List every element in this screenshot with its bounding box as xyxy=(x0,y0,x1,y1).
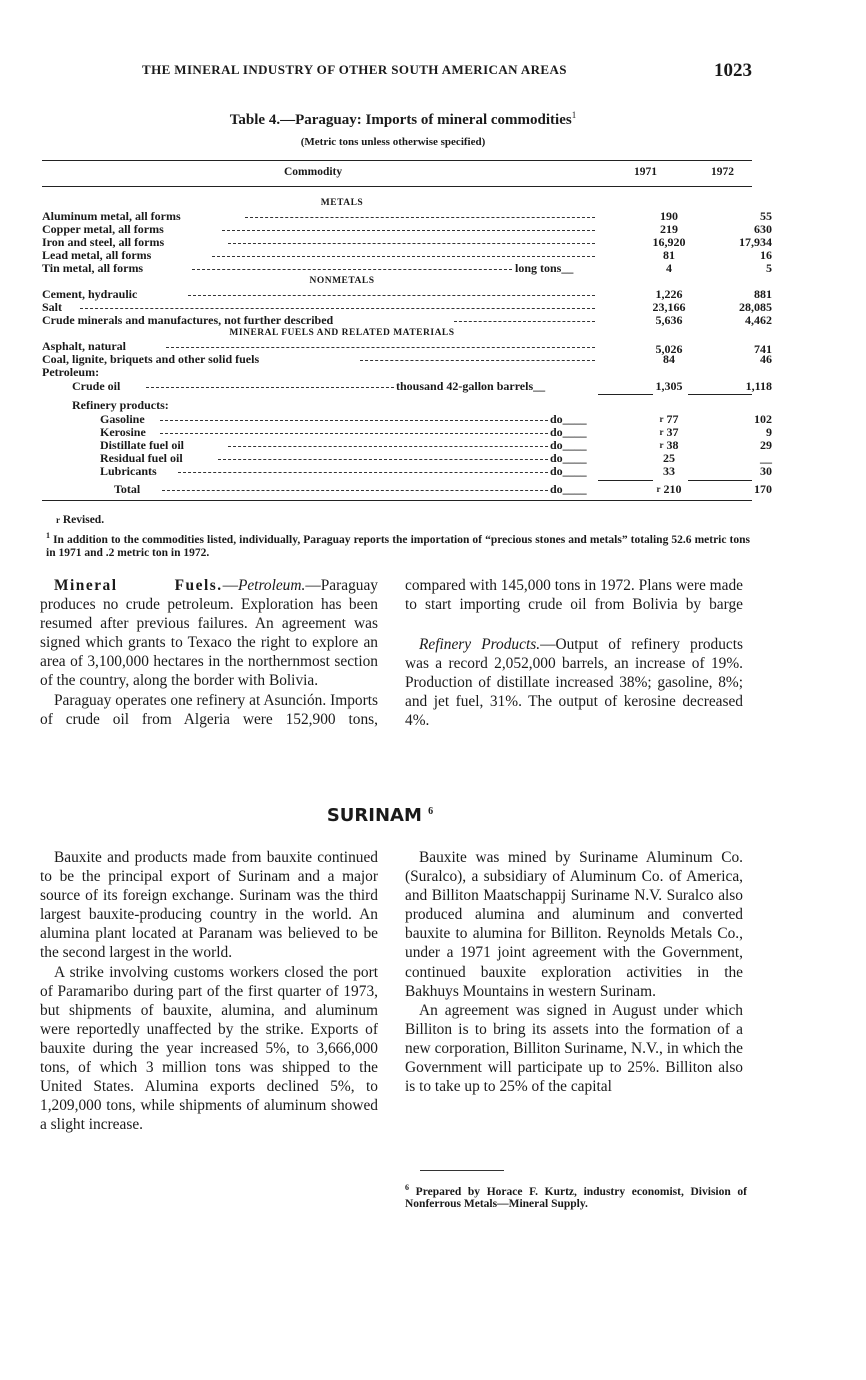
row-unit: do____ xyxy=(550,412,587,426)
footnote-6-mark: 6 xyxy=(405,1183,409,1192)
paraguay-right-column-lower xyxy=(405,616,743,730)
table-title xyxy=(0,110,806,129)
table-bottom-rule xyxy=(42,500,752,501)
row-label: Petroleum: xyxy=(42,365,100,379)
surinam-paragraph-1: Bauxite and products made from bauxite continued to be the principal export of Surinam and a major source of its foreign exchange. Surinam was the third largest bauxite-producing country in the world. An alumina plant located at Paranam was believed to be the second largest in the world. xyxy=(40,849,378,962)
value-1972: 1,118 xyxy=(745,379,772,393)
row-label: Cement, hydraulic xyxy=(42,287,138,301)
value-1972: __ xyxy=(760,451,772,465)
revised-mark: r xyxy=(659,414,664,424)
section-nonmetals: NONMETALS xyxy=(309,276,375,286)
value-1971: 5,636 xyxy=(655,313,683,327)
table-row xyxy=(42,352,772,366)
value-1971: 16,920 xyxy=(652,235,686,249)
paraguay-paragraph-1: Mineral Fuels.—Petroleum.—Paraguay produces no crude petroleum. Exploration has been resumed after previous failures. An agreement was signed which grants to Texaco the right to explore an area of 3,100,000 hectares in the northernmost section of the country, along the border with Bolivia. xyxy=(40,577,378,690)
leader-dots xyxy=(192,269,512,270)
value-1972: 170 xyxy=(754,482,772,496)
leader-dots xyxy=(228,446,548,447)
leader-dots xyxy=(454,321,595,322)
row-unit: long tons__ xyxy=(515,261,574,275)
surinam-right-column xyxy=(405,848,743,1096)
section-fuels: MINERAL FUELS AND RELATED MATERIALS xyxy=(229,328,455,338)
table-row xyxy=(42,313,772,327)
value-1971: 23,166 xyxy=(652,300,686,314)
value-1972: 16 xyxy=(760,248,772,262)
row-label: Aluminum metal, all forms xyxy=(42,209,181,223)
value-1972: 741 xyxy=(754,342,772,356)
paraguay-left-column xyxy=(40,576,378,729)
leader-dots xyxy=(245,217,595,218)
col-header-commodity: Commodity xyxy=(284,166,343,178)
value-1971: 5,026 xyxy=(655,342,683,356)
paraguay-right-column xyxy=(405,576,743,616)
table-row xyxy=(42,412,772,426)
leader-dots xyxy=(166,347,595,348)
leader-dots xyxy=(146,387,394,388)
running-title: THE MINERAL INDUSTRY OF OTHER SOUTH AMERICAN AREAS xyxy=(142,62,567,77)
row-label: Kerosine xyxy=(100,425,146,439)
row-label: Distillate fuel oil xyxy=(100,438,184,452)
row-label: Copper metal, all forms xyxy=(42,222,164,236)
footnote-revised: $^r$ Revised. xyxy=(56,514,105,526)
value-1971: $^r$ 210 xyxy=(656,482,682,496)
surinam-left-column xyxy=(40,848,378,1134)
subtotal-rule-1971 xyxy=(598,394,653,395)
surinam-paragraph-3: Bauxite was mined by Suriname Aluminum Co. (Suralco), a subsidiary of Aluminum Co. of America, and Billiton Maatschappij Suriname N.V. Suralco also produced alumina and aluminum and converted bauxite to alumina for Billiton. Reynolds Metals Co., under a 1971 joint agreement with the Government, continued bauxite exploration activities in the Bakhuys Mountains in western Surinam. xyxy=(405,849,743,1000)
table-top-rule xyxy=(42,160,752,161)
col-header-1972: 1972 xyxy=(711,166,734,178)
fuels-run-in-head: Mineral Fuels. xyxy=(54,577,223,594)
row-label: Refinery products: xyxy=(72,398,169,412)
leader-dots xyxy=(222,230,595,231)
row-unit: do____ xyxy=(550,451,587,465)
revised-mark: r xyxy=(656,484,661,494)
value-1972: 28,085 xyxy=(739,300,772,314)
revised-mark: r xyxy=(659,440,664,450)
value-1971: 219 xyxy=(660,222,678,236)
value-1971: 1,226 xyxy=(655,287,683,301)
running-header xyxy=(142,60,752,82)
row-label: Coal, lignite, briquets and other solid fuels xyxy=(42,352,260,366)
col-header-1971: 1971 xyxy=(634,166,657,178)
value-1972: 46 xyxy=(760,352,772,366)
value-1971: 25 xyxy=(663,451,675,465)
section-heading-surinam: SURINAM $^6$ xyxy=(326,805,434,826)
row-unit: do____ xyxy=(550,482,587,496)
value-1972: 17,934 xyxy=(739,235,772,249)
table-subtitle: (Metric tons unless otherwise specified) xyxy=(300,136,486,148)
table-title-note-ref: 1 xyxy=(571,110,577,120)
surinam-paragraph-4: An agreement was signed in August under which Billiton is to bring its assets into the formation of a new corporation, Billiton Suriname, N.V., in which the Government will participate up to 25%. Billiton also is to take up to 25% of the capital xyxy=(405,1001,743,1096)
row-label: Lead metal, all forms xyxy=(42,248,152,262)
leader-dots xyxy=(360,360,595,361)
leader-dots xyxy=(160,433,548,434)
leader-dots xyxy=(188,295,595,296)
row-label: Crude minerals and manufactures, not further described xyxy=(42,313,334,327)
table-row xyxy=(42,248,772,262)
value-1971: 81 xyxy=(663,248,675,262)
table-row-total xyxy=(42,482,772,496)
footnote-1: $^1$ In addition to the commodities listed, individually, Paraguay reports the importation of “precious stones and metals” totaling 52.6 metric tons in 1971 and .2 metric ton in 1972. xyxy=(46,531,750,559)
table-title-text: Table 4.—Paraguay: Imports of mineral commodities xyxy=(229,112,572,128)
heading-footnote-ref: 6 xyxy=(428,806,434,817)
leader-dots xyxy=(178,472,548,473)
value-1971: 4 xyxy=(666,261,672,275)
row-label: Gasoline xyxy=(100,412,145,426)
value-1971: $^r$ 38 xyxy=(659,438,679,452)
leader-dots xyxy=(80,308,595,309)
revised-mark: r xyxy=(659,427,664,437)
footnote-1-mark: 1 xyxy=(46,531,50,540)
value-1972: 55 xyxy=(760,209,772,223)
leader-dots xyxy=(228,243,595,244)
value-1972: 881 xyxy=(754,287,772,301)
petroleum-run-in-head: Petroleum. xyxy=(237,577,306,594)
footnote-6: $^6$ Prepared by Horace F. Kurtz, industry economist, Division of Nonferrous Metals—Mineral Supply. xyxy=(405,1183,748,1210)
revised-mark: r xyxy=(56,515,60,525)
row-label: Iron and steel, all forms xyxy=(42,235,165,249)
table-row xyxy=(42,366,754,379)
value-1972: 4,462 xyxy=(745,313,772,327)
leader-dots xyxy=(162,490,548,491)
row-label: Total xyxy=(114,482,141,496)
table-row xyxy=(42,287,772,301)
subtotal-rule-1972 xyxy=(688,394,752,395)
total-rule-1971 xyxy=(598,480,653,481)
value-1972: 630 xyxy=(754,222,772,236)
leader-dots xyxy=(160,420,548,421)
row-label: Tin metal, all forms xyxy=(42,261,144,275)
value-1971: $^r$ 37 xyxy=(659,425,679,439)
row-unit: do____ xyxy=(550,438,587,452)
row-label: Lubricants xyxy=(100,464,157,478)
table-row xyxy=(42,379,772,393)
value-1972: 102 xyxy=(754,412,772,426)
paraguay-paragraph-2: Paraguay operates one refinery at Asunción. Imports of crude oil from Algeria were 152,900 tons, xyxy=(40,691,378,728)
refinery-run-in-head: Refinery Products. xyxy=(419,636,541,653)
value-1971: 1,305 xyxy=(655,379,683,393)
paraguay-paragraph-2-continued: compared with 145,000 tons in 1972. Plans were made to start importing crude oil from Bolivia by barge xyxy=(405,577,743,614)
value-1971: 190 xyxy=(660,209,678,223)
leader-dots xyxy=(212,256,595,257)
page-number: 1023 xyxy=(714,60,752,81)
paraguay-paragraph-3: Refinery Products.—Output of refinery products was a record 2,052,000 barrels, an increase of 19%. Production of distillate increased 38%; gasoline, 8%; and jet fuel, 31%. The output of kerosine decreased 4%. xyxy=(405,636,743,730)
row-label: Crude oil xyxy=(72,379,121,393)
value-1971: 84 xyxy=(663,352,675,366)
row-label: Salt xyxy=(42,300,63,314)
table-row xyxy=(42,464,772,478)
row-unit: do____ xyxy=(550,425,587,439)
surinam-paragraph-2: A strike involving customs workers closed the port of Paramaribo during part of the first quarter of 1973, but shipments of bauxite, alumina, and aluminum were reportedly unaffected by the strike. Exports of bauxite during the year increased 5%, to 3,666,000 tons, of which 3 million tons was shipped to the United States. Alumina exports declined 5%, to 1,209,000 tons, while shipments of aluminum showed a slight increase. xyxy=(40,963,378,1134)
row-unit: thousand 42-gallon barrels__ xyxy=(396,379,546,393)
table-header-rule xyxy=(42,186,752,187)
section-metals: METALS xyxy=(320,198,364,208)
value-1972: 9 xyxy=(766,425,772,439)
value-1972: 29 xyxy=(760,438,772,452)
row-label: Asphalt, natural xyxy=(42,339,127,353)
leader-dots xyxy=(218,459,548,460)
value-1972: 5 xyxy=(766,261,772,275)
footnote-rule xyxy=(420,1170,504,1171)
table-row xyxy=(42,261,772,275)
value-1971: $^r$ 77 xyxy=(659,412,679,426)
value-1971: 33 xyxy=(663,464,675,478)
total-rule-1972 xyxy=(688,480,752,481)
table-row xyxy=(42,399,754,412)
value-1972: 30 xyxy=(760,464,772,478)
row-unit: do____ xyxy=(550,464,587,478)
row-label: Residual fuel oil xyxy=(100,451,183,465)
